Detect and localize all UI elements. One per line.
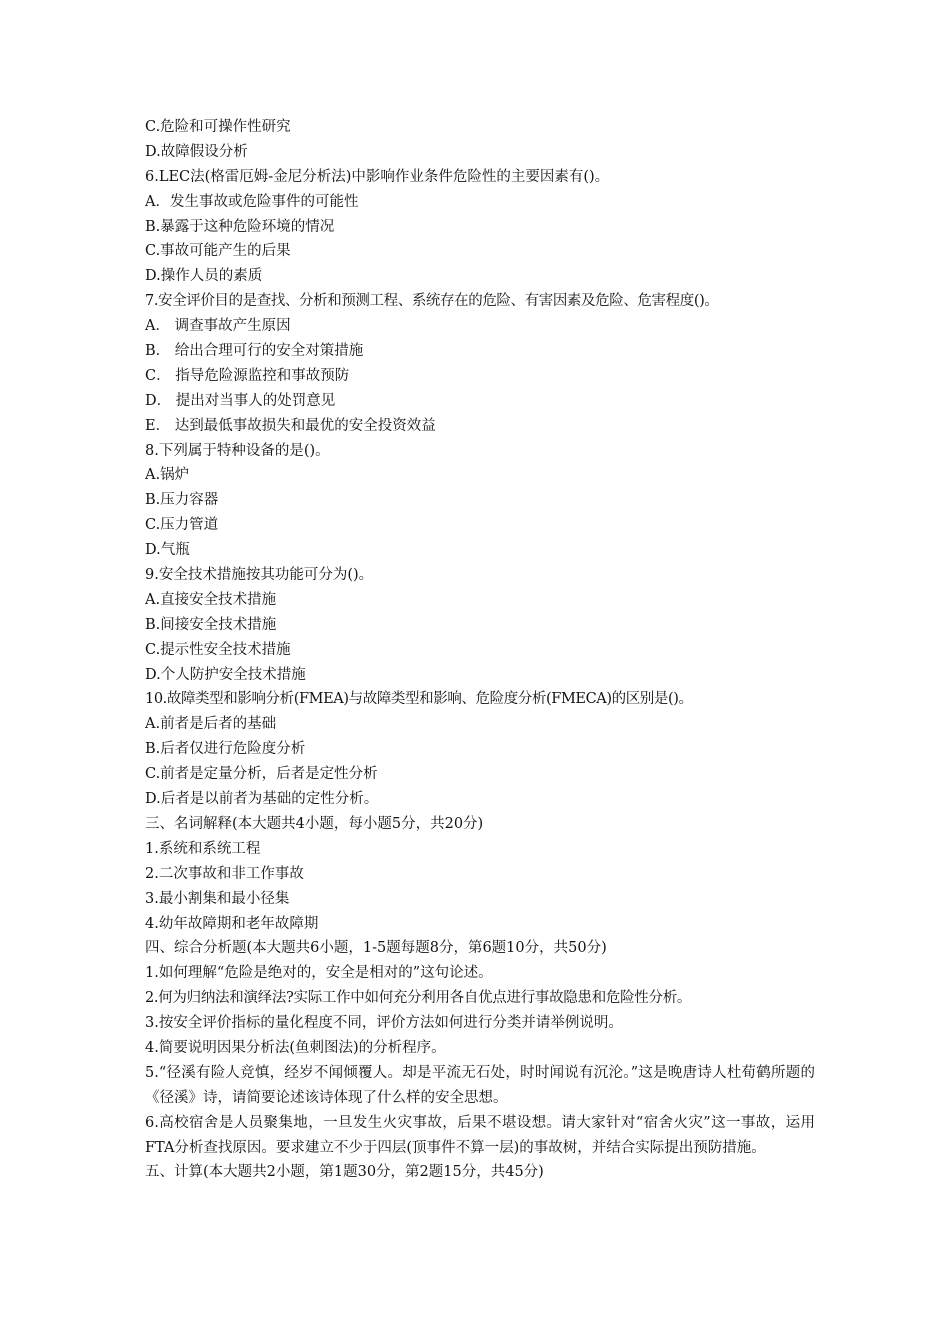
- option-line: D.后者是以前者为基础的定性分析。: [145, 791, 379, 808]
- section-heading: 五、计算(本大题共2小题，第1题30分，第2题15分，共45分): [145, 1164, 544, 1181]
- question-line: 1.如何理解“危险是绝对的，安全是相对的”这句论述。: [145, 965, 493, 982]
- option-line: B.后者仅进行危险度分析: [145, 741, 306, 758]
- option-line: B.压力容器: [145, 492, 219, 509]
- option-line: D． 提出对当事人的处罚意见: [145, 392, 336, 409]
- option-line: C.压力管道: [145, 517, 219, 534]
- option-line: B.间接安全技术措施: [145, 616, 277, 633]
- option-line: A.前者是后者的基础: [145, 716, 277, 733]
- question-line: 8.下列属于特种设备的是()。: [145, 442, 330, 459]
- option-line: A． 调查事故产生原因: [145, 318, 291, 335]
- document-page: [145, 115, 815, 1185]
- section-heading: 四、综合分析题(本大题共6小题，1-5题每题8分，第6题10分，共50分): [145, 940, 607, 957]
- question-line: 3.按安全评价指标的量化程度不同，评价方法如何进行分类并请举例说明。: [145, 1015, 623, 1032]
- option-line: B.暴露于这种危险环境的情况: [145, 218, 335, 235]
- option-line: D.个人防护安全技术措施: [145, 666, 306, 683]
- option-line: D.气瓶: [145, 542, 190, 559]
- section-heading: 三、名词解释(本大题共4小题，每小题5分，共20分): [145, 815, 484, 832]
- option-line: E． 达到最低事故损失和最优的安全投资效益: [145, 417, 436, 434]
- question-line: 10.故障类型和影响分析(FMEA)与故障类型和影响、危险度分析(FMECA)的区别是()。: [145, 691, 693, 708]
- question-line: 2.二次事故和非工作事故: [145, 865, 304, 882]
- option-line: C． 指导危险源监控和事故预防: [145, 367, 350, 384]
- option-line: C.前者是定量分析，后者是定性分析: [145, 766, 378, 783]
- option-line: A.锅炉: [145, 467, 190, 484]
- question-line: 1.系统和系统工程: [145, 840, 261, 857]
- option-line: C.事故可能产生的后果: [145, 243, 291, 260]
- option-line: C.提示性安全技术措施: [145, 641, 291, 658]
- question-line: 9.安全技术措施按其功能可分为()。: [145, 567, 374, 584]
- option-line: B． 给出合理可行的安全对策措施: [145, 343, 364, 360]
- option-line: D.故障假设分析: [145, 143, 248, 160]
- question-line: 4.简要说明因果分析法(鱼刺图法)的分析程序。: [145, 1039, 446, 1056]
- option-line: C.危险和可操作性研究: [145, 119, 291, 135]
- option-line: A．发生事故或危险事件的可能性: [145, 193, 359, 210]
- question-line: 2.何为归纳法和演绎法?实际工作中如何充分利用各自优点进行事故隐患和危险性分析。: [145, 990, 692, 1007]
- option-line: A.直接安全技术措施: [145, 591, 277, 608]
- question-line: 3.最小割集和最小径集: [145, 890, 290, 907]
- option-line: D.操作人员的素质: [145, 268, 263, 285]
- question-line: 7.安全评价目的是查找、分析和预测工程、系统存在的危险、有害因素及危险、危害程度()。: [145, 293, 719, 310]
- question-line: 4.幼年故障期和老年故障期: [145, 915, 319, 932]
- question-paragraph: 6.高校宿舍是人员聚集地，一旦发生火灾事故，后果不堪设想。请大家针对“宿舍火灾”这一事故，运用FTA分析查找原因。要求建立不少于四层(顶事件不算一层)的事故树，并结合实际提出预防措施。: [145, 1114, 815, 1156]
- question-paragraph: 5.“径溪有险人竞慎，经岁不闻倾覆人。却是平流无石处，时时闻说有沉沦。”这是晚唐诗人杜荀鹤所题的《径溪》诗，请简要论述该诗体现了什么样的安全思想。: [145, 1064, 815, 1106]
- question-line: 6.LEC法(格雷厄姆-金尼分析法)中影响作业条件危险性的主要因素有()。: [145, 168, 610, 185]
